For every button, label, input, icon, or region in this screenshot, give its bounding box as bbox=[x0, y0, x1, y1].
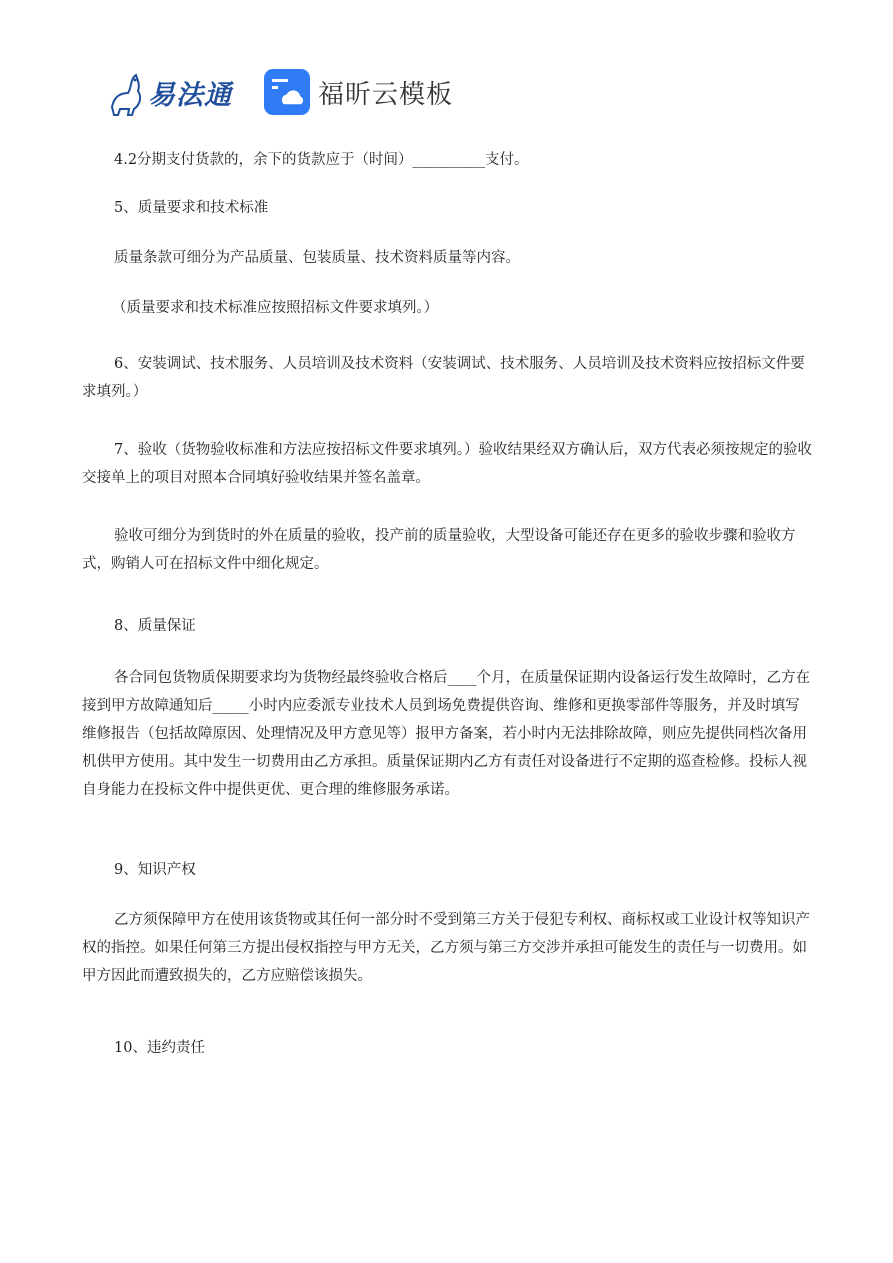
foxit-logo-text: 福昕云模板 bbox=[318, 79, 454, 110]
paragraph-ip: 乙方须保障甲方在使用该货物或其任何一部分时不受到第三方关于侵犯专利权、商标权或工业设计权等知识产权的指控。如果任何第三方提出侵权指控与甲方无关，乙方须与第三方交涉并承担可能发生的责任与一切费用。如甲方因此而遭致损失的，乙方应赔偿该损失。 bbox=[82, 912, 810, 984]
paragraph-quality-guarantee: 各合同包货物质保期要求均为货物经最终验收合格后____个月，在质量保证期内设备运行发生故障时，乙方在接到甲方故障通知后_____小时内应委派专业技术人员到场免费提供咨询、维修和更换零部件等服务，并及时填写维修报告（包括故障原因、处理情况及甲方意见等）报甲方备案，若小时内无法排除故障，则应先提供同档次备用机供甲方使用。其中发生一切费用由乙方承担。质量保证期内乙方有责任对设备进行不定期的巡查检修。投标人视自身能力在投标文件中提供更优、更合理的维修服务承诺。 bbox=[82, 670, 810, 798]
yifatong-logo-text: 易法通 bbox=[148, 79, 232, 111]
heading-breach: 10、违约责任 bbox=[114, 1040, 205, 1056]
paragraph-4-2: 4.2分期支付货款的，余下的货款应于（时间）__________支付。 bbox=[114, 152, 529, 168]
paragraph-acceptance: 7、验收（货物验收标准和方法应按招标文件要求填列。）验收结果经双方确认后，双方代表必须按规定的验收交接单上的项目对照本合同填好验收结果并签名盖章。 bbox=[82, 442, 812, 486]
heading-ip: 9、知识产权 bbox=[114, 862, 196, 878]
yifatong-logo bbox=[106, 67, 232, 117]
header-logos bbox=[106, 62, 453, 122]
foxit-logo bbox=[262, 67, 453, 117]
heading-quality-guarantee: 8、质量保证 bbox=[114, 618, 196, 634]
heading-quality-requirements: 5、质量要求和技术标准 bbox=[114, 200, 269, 216]
paragraph-installation: 6、安装调试、技术服务、人员培训及技术资料（安装调试、技术服务、人员培训及技术资料应按招标文件要求填列。） bbox=[82, 356, 805, 400]
horse-emblem-icon bbox=[106, 67, 146, 117]
paragraph-acceptance-detail: 验收可细分为到货时的外在质量的验收，投产前的质量验收，大型设备可能还存在更多的验收步骤和验收方式，购销人可在招标文件中细化规定。 bbox=[82, 528, 796, 572]
paragraph-quality-note: （质量要求和技术标准应按照招标文件要求填列。） bbox=[112, 300, 439, 316]
cloud-doc-icon bbox=[262, 67, 312, 117]
paragraph-quality-clauses: 质量条款可细分为产品质量、包装质量、技术资料质量等内容。 bbox=[114, 250, 520, 266]
